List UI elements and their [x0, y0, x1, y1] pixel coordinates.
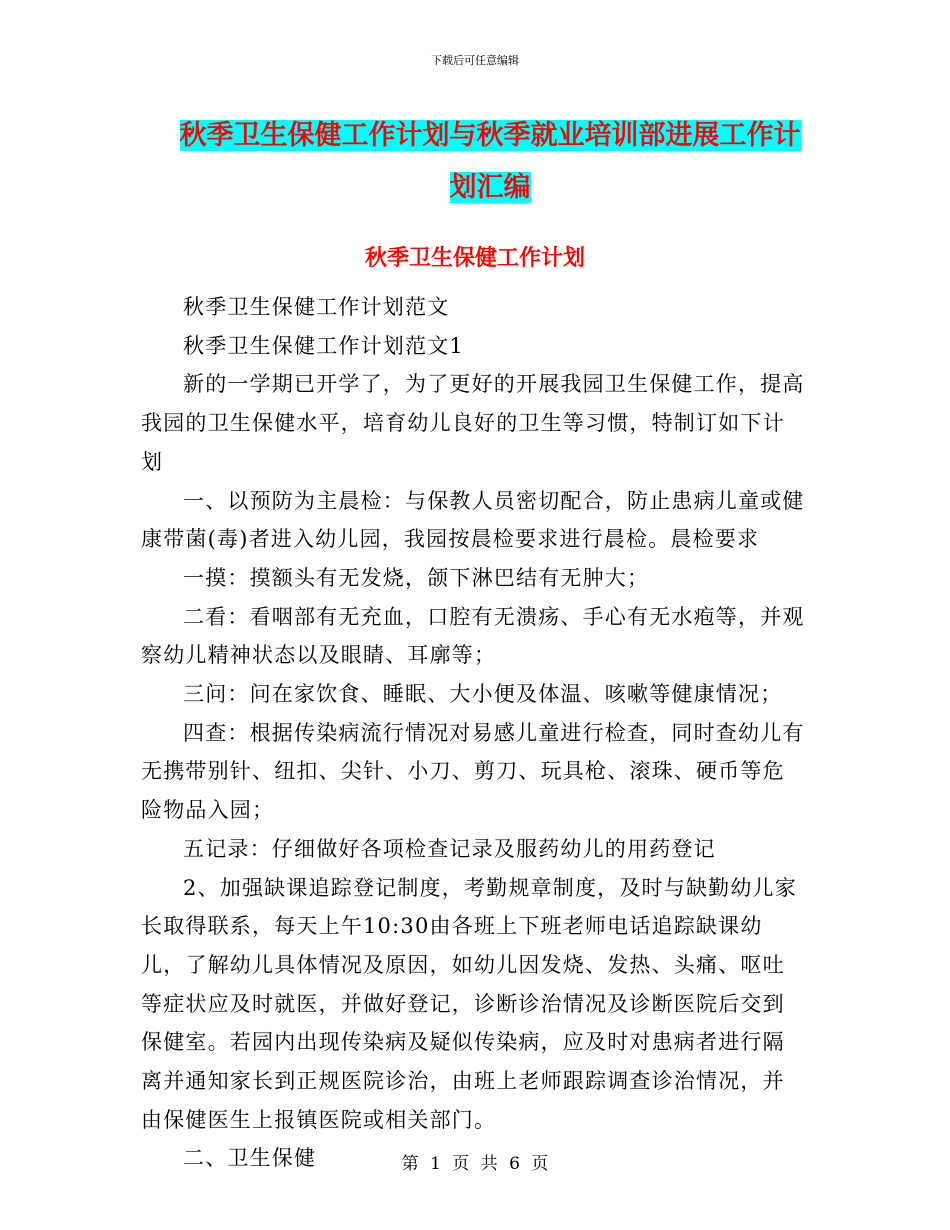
header-note: 下载后可任意编辑	[431, 54, 519, 67]
document-body	[141, 288, 806, 1178]
paragraph: 四查：根据传染病流行情况对易感儿童进行检查，同时查幼儿有无携带别针、纽扣、尖针、小刀、剪刀、玩具枪、滚珠、硬币等危险物品入园；	[141, 720, 805, 823]
paragraph: 二看：看咽部有无充血，口腔有无溃疡、手心有无水疱等，并观察幼儿精神状态以及眼睛、耳廓等；	[141, 604, 805, 668]
paragraph: 2、加强缺课追踪登记制度，考勤规章制度，及时与缺勤幼儿家长取得联系，每天上午10:30由各班上下班老师电话追踪缺课幼儿，了解幼儿具体情况及原因，如幼儿因发烧、发热、头痛、呕吐等症状应及时就医，并做好登记，诊断诊治情况及诊断医院后交到保健室。若园内出现传染病及疑似传染病，应及时对患病者进行隔离并通知家长到正规医院诊治，由班上老师跟踪调查诊治情况，并由保健医生上报镇医院或相关部门。	[141, 875, 797, 1132]
paragraph: 一摸：摸额头有无发烧，颌下淋巴结有无肿大；	[183, 565, 650, 590]
paragraph: 秋季卫生保健工作计划范文	[183, 295, 450, 319]
document-title	[140, 110, 840, 214]
page-indicator: 第 1 页 共 6 页	[401, 1154, 549, 1174]
document-title-line-1: 秋季卫生保健工作计划与秋季就业培训部进展工作计	[179, 120, 801, 151]
paragraph: 三问：问在家饮食、睡眠、大小便及体温、咳嗽等健康情况；	[183, 682, 783, 707]
paragraph: 二、卫生保健	[183, 1146, 317, 1171]
paragraph: 新的一学期已开学了，为了更好的开展我园卫生保健工作，提高我园的卫生保健水平，培育幼儿良好的卫生等习惯，特制订如下计划	[141, 372, 805, 474]
paragraph: 五记录：仔细做好各项检查记录及服药幼儿的用药登记	[183, 836, 716, 861]
paragraph: 一、以预防为主晨检：与保教人员密切配合，防止患病儿童或健康带菌(毒)者进入幼儿园，我园按晨检要求进行晨检。晨检要求	[141, 488, 805, 552]
section-title: 秋季卫生保健工作计划	[364, 246, 585, 271]
paragraph: 秋季卫生保健工作计划范文1	[183, 333, 464, 358]
document-title-line-2: 划汇编	[449, 172, 531, 203]
